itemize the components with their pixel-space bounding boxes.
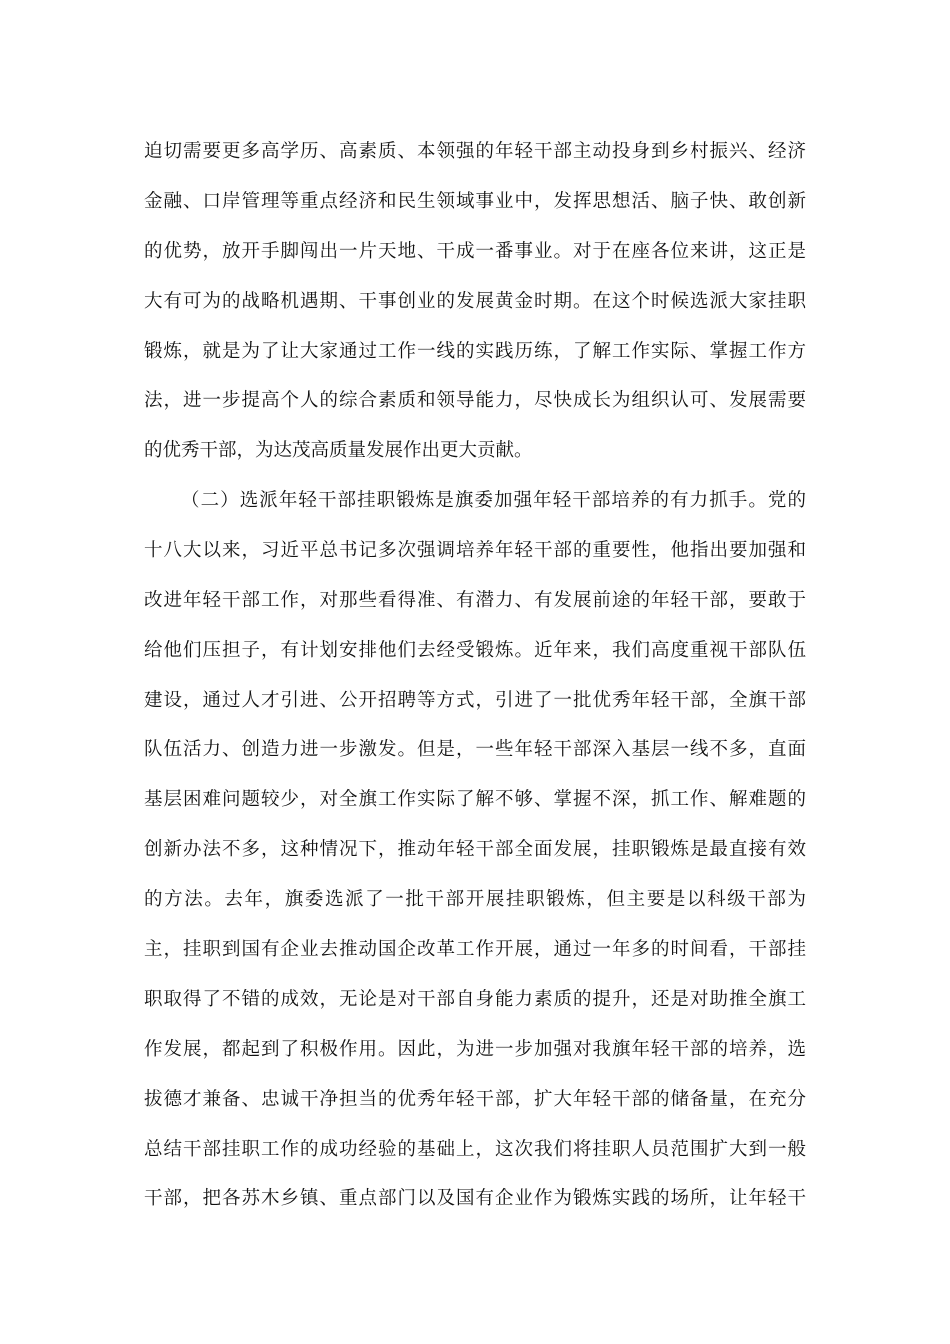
paragraph-2-line: 给他们压担子，有计划安排他们去经受锻炼。近年来，我们高度重视干部队伍 (144, 639, 806, 661)
paragraph-2-line: 作发展，都起到了积极作用。因此，为进一步加强对我旗年轻干部的培养，选 (144, 1038, 806, 1060)
paragraph-2 (144, 476, 806, 1224)
paragraph-1-line: 锻炼，就是为了让大家通过工作一线的实践历练，了解工作实际、掌握工作方 (144, 340, 806, 362)
paragraph-2-line: 职取得了不错的成效，无论是对干部自身能力素质的提升，还是对助推全旗工 (144, 988, 806, 1010)
paragraph-2-line: 基层困难问题较少，对全旗工作实际了解不够、掌握不深，抓工作、解难题的 (144, 789, 806, 811)
paragraph-1-line: 迫切需要更多高学历、高素质、本领强的年轻干部主动投身到乡村振兴、经济 (144, 141, 806, 162)
paragraph-2-line: 干部，把各苏木乡镇、重点部门以及国有企业作为锻炼实践的场所，让年轻干 (144, 1188, 806, 1210)
paragraph-2-line: 改进年轻干部工作，对那些看得准、有潜力、有发展前途的年轻干部，要敢于 (144, 589, 806, 611)
paragraph-2-line: 的方法。去年，旗委选派了一批干部开展挂职锻炼，但主要是以科级干部为 (144, 889, 806, 911)
paragraph-2-line: 拔德才兼备、忠诚干净担当的优秀年轻干部，扩大年轻干部的储备量，在充分 (144, 1088, 806, 1110)
paragraph-2-line: 主，挂职到国有企业去推动国企改革工作开展，通过一年多的时间看，干部挂 (144, 939, 806, 961)
paragraph-2-line: 建设，通过人才引进、公开招聘等方式，引进了一批优秀年轻干部，全旗干部 (144, 689, 806, 711)
paragraph-2-line: 总结干部挂职工作的成功经验的基础上，这次我们将挂职人员范围扩大到一般 (144, 1138, 806, 1160)
paragraph-1-line: 大有可为的战略机遇期、干事创业的发展黄金时期。在这个时候选派大家挂职 (144, 290, 806, 312)
paragraph-1-line: 的优势，放开手脚闯出一片天地、干成一番事业。对于在座各位来讲，这正是 (144, 240, 806, 262)
paragraph-2-line: 十八大以来，习近平总书记多次强调培养年轻干部的重要性，他指出要加强和 (144, 539, 806, 561)
paragraph-1-line: 金融、口岸管理等重点经济和民生领域事业中，发挥思想活、脑子快、敢创新 (144, 190, 806, 212)
paragraph-1-line: 的优秀干部，为达茂高质量发展作出更大贡献。 (144, 440, 533, 462)
paragraph-2-line: 创新办法不多，这种情况下，推动年轻干部全面发展，挂职锻炼是最直接有效 (144, 839, 806, 861)
paragraph-1 (144, 127, 806, 476)
paragraph-2-line: 队伍活力、创造力进一步激发。但是，一些年轻干部深入基层一线不多，直面 (144, 739, 806, 761)
paragraph-2-heading-line: （二）选派年轻干部挂职锻炼是旗委加强年轻干部培养的有力抓手。党的 (181, 490, 806, 511)
paragraph-1-line: 法，进一步提高个人的综合素质和领导能力，尽快成长为组织认可、发展需要 (144, 390, 806, 412)
